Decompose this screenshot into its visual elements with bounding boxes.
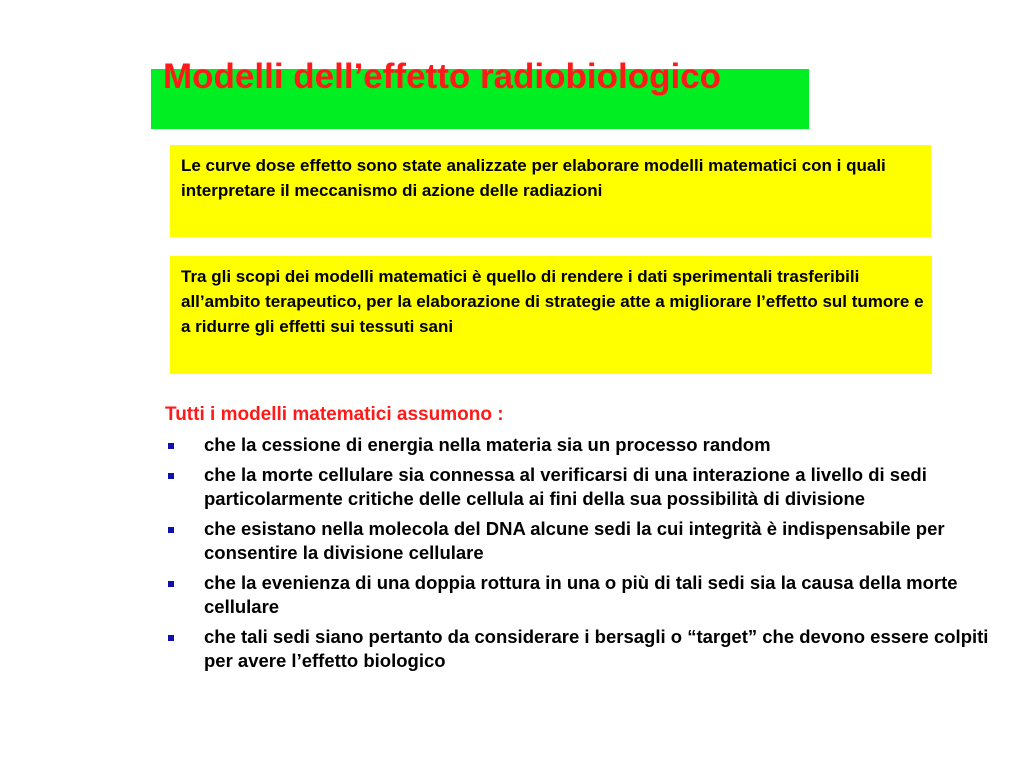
list-item (160, 433, 1000, 457)
assumptions-intro: Tutti i modelli matematici assumono : (165, 404, 504, 425)
square-bullet-icon (168, 473, 174, 479)
square-bullet-icon (168, 635, 174, 641)
list-item-text: che esistano nella molecola del DNA alcune sedi la cui integrità è indispensabile per consentire la divisione cellulare (204, 518, 945, 563)
slide-title: Modelli dell’effetto radiobiologico (163, 57, 722, 96)
assumptions-list (160, 433, 1000, 679)
square-bullet-icon (168, 527, 174, 533)
list-item-text: che la evenienza di una doppia rottura in una o più di tali sedi sia la causa della morte cellulare (204, 572, 958, 617)
list-item (160, 463, 1000, 511)
square-bullet-icon (168, 443, 174, 449)
list-item-text: che tali sedi siano pertanto da considerare i bersagli o “target” che devono essere colpiti per avere l’effetto biologico (204, 626, 989, 671)
list-item-text: che la cessione di energia nella materia sia un processo random (204, 434, 771, 455)
list-item-text: che la morte cellulare sia connessa al verificarsi di una interazione a livello di sedi particolarmente critiche delle cellula ai fini della sua possibilità di divisione (204, 464, 927, 509)
square-bullet-icon (168, 581, 174, 587)
list-item (160, 517, 1000, 565)
list-item (160, 625, 1000, 673)
purpose-box: Tra gli scopi dei modelli matematici è quello di rendere i dati sperimentali trasferibili all’ambito terapeutico, per la elaborazione di strategie atte a migliorare l’effetto sul tumore e a ridurre gli effetti sui tessuti sani (170, 256, 932, 374)
list-item (160, 571, 1000, 619)
definition-box: Le curve dose effetto sono state analizzate per elaborare modelli matematici con i quali interpretare il meccanismo di azione delle radiazioni (170, 145, 931, 237)
